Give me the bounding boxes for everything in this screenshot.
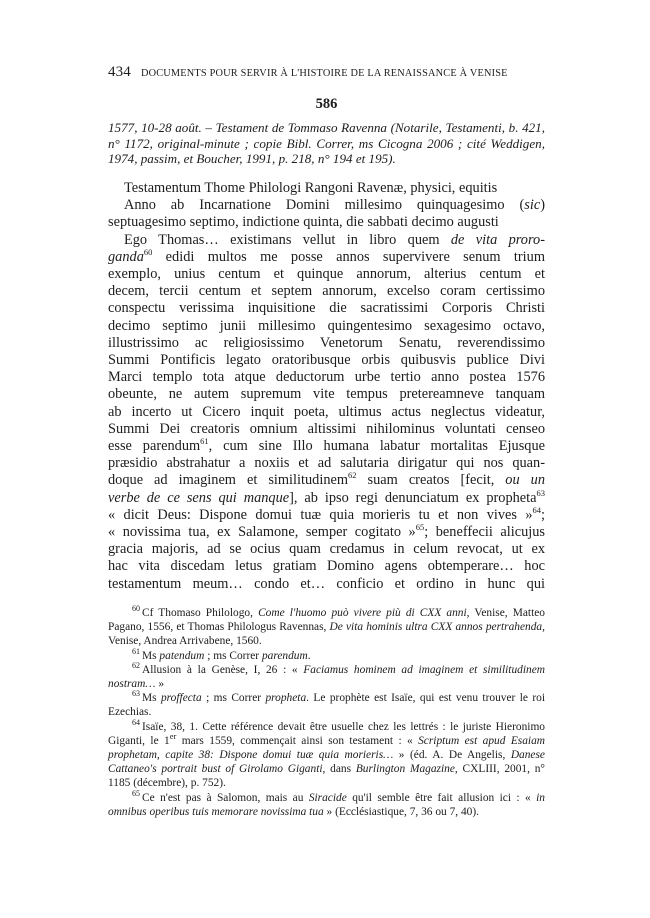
- text-line: verbe de ce sens qui manque], ab ipso regi denunciatum ex propheta$^{63}$: [108, 487, 546, 506]
- running-head: [108, 64, 543, 81]
- text-line: esse parendum$^{61}$, cum sine Illo humana labatur mortalitas Ejusque: [108, 436, 545, 455]
- text-line: præsidio abstrahatur a noxiis et ad salutaria dirigatur qui nos quan-: [108, 455, 545, 472]
- text-line: ab incerto ut Cicero inquit poeta, ultimus actus neglectus videatur,: [108, 403, 545, 420]
- text-line: hac vita discedam letus gratiam Domino agens obtemperare… hoc: [108, 558, 545, 575]
- testament-heading: Testamentum Thome Philologi Rangoni Ravenæ, physici, equitis: [124, 180, 498, 196]
- footnote-ref[interactable]: 63: [536, 487, 546, 498]
- text-line: decimo septimo junii millesimo quingentesimo sexagesimo octavo,: [108, 317, 545, 334]
- text-line: « novissima tua, ex Salamone, semper cogitato »$^{65}$; beneffecii alicujus: [108, 522, 545, 541]
- footnote-ref[interactable]: 64: [532, 505, 541, 516]
- footnote-63: $^{63}$ Ms proffecta ; ms Correr propheta. Le prophète est Isaïe, qui est venu trouver le roi Ezechias.: [108, 689, 545, 719]
- text-line: conspectu verissima inquisitione die sacratissimi Corporis Christi: [108, 300, 545, 317]
- text-line: Marci templo tota atque deductorum urbe tertio anno postea 1576: [108, 369, 545, 386]
- text-line: Summi Dei creatoris omnium altissimi nihilominus voluntati censeo: [108, 420, 545, 437]
- document-summary: 1577, 10-28 août. – Testament de Tommaso Ravenna (Notarile, Testamenti, b. 421, n° 1172, original-minute ; copie Bibl. Correr, ms Cicogna 2006 ; cité Weddigen, 1974, passim, et Boucher, 1991, p. 218, n° 194 et 195).: [108, 120, 545, 167]
- text-line: Anno ab Incarnatione Domini millesimo quinquagesimo (sic): [124, 197, 545, 214]
- footnote-64: $^{64}$ Isaïe, 38, 1. Cette référence devait être usuelle chez les lettrés : le juriste Hieronimo Giganti, le 1er mars 1559, commençait ainsi son testament : « Scriptum est apud Esaiam prophetam, capite 38: Dispone domui tuæ quia morieris… » (éd. A. De Angelis, Danese Cattaneo's portrait bust of Girolamo Giganti, dans Burlington Magazine, CXLIII, 2001, n° 1185 (décembre), p. 752).: [108, 717, 545, 790]
- text-line: obeunte, ne autem supremum vite tempus pretereamneve tanquam: [108, 386, 545, 403]
- text-line: Summi Pontificis legato oratoribusque orbis quibusvis publice Divi: [108, 352, 545, 369]
- text-line: testamentum meum… condo et… conficio et ordino in hunc qui: [108, 575, 545, 592]
- footnote-ref[interactable]: 61: [200, 436, 209, 447]
- footnote-ref[interactable]: 60: [143, 247, 153, 258]
- text-line: exemplo, unius centum et quinque annorum, alterius centum et: [108, 266, 545, 283]
- text-line: gracia majoris, ad se ocius quam credamus in celum revocat, ut ex: [108, 541, 545, 558]
- footnote-62: $^{62}$ Allusion à la Genèse, I, 26 : « Faciamus hominem ad imaginem et similitudinem nostram… »: [108, 661, 545, 691]
- testament-text: [108, 180, 545, 593]
- footnote-61: $^{61}$ Ms patendum ; ms Correr parendum.: [132, 646, 311, 662]
- text-line: doque ad imaginem et similitudinem$^{62}$ suam creatos [fecit, ou un: [108, 470, 545, 489]
- document-number: 586: [315, 96, 338, 112]
- footnote-60: $^{60}$ Cf Thomaso Philologo, Come l'huomo può vivere più di CXX anni, Venise, Matteo Pagano, 1556, et Thomas Philologus Ravennas, De vita hominis ultra CXX annos pertrahenda, Venise, Andrea Arrivabene, 1560.: [108, 604, 545, 648]
- text-line: septuagesimo septimo, indictione quinta, die sabbati decimo augusti: [108, 214, 499, 231]
- footnote-ref[interactable]: 62: [348, 470, 357, 481]
- page-number: 434: [108, 64, 131, 80]
- text-line: « dicit Deus: Dispone domui tuæ quia morieris tu et non vives »$^{64}$;: [108, 505, 545, 523]
- text-line: Ego Thomas… existimans vellut in libro quem de vita proro-: [124, 231, 545, 248]
- text-line: ganda$^{60}$ edidi multos me posse annos supervivere senum trium: [108, 247, 545, 265]
- text-line: decem, tercii centum et septem annorum, excelso coram certissimo: [108, 283, 545, 300]
- running-title: DOCUMENTS POUR SERVIR À L'HISTOIRE DE LA RENAISSANCE À VENISE: [140, 68, 508, 79]
- footnotes: [108, 606, 545, 819]
- footnote-65: $^{65}$ Ce n'est pas à Salomon, mais au Siracide qu'il semble être fait allusion ici : « in omnibus operibus tuis memorare novissima tua » (Ecclésiastique, 7, 36 ou 7, 40).: [108, 788, 545, 818]
- text-line: illustrissimo ac religiosissimo Venetorum Senatu, reverendissimo: [108, 334, 545, 351]
- footnote-ref[interactable]: 65: [415, 522, 425, 533]
